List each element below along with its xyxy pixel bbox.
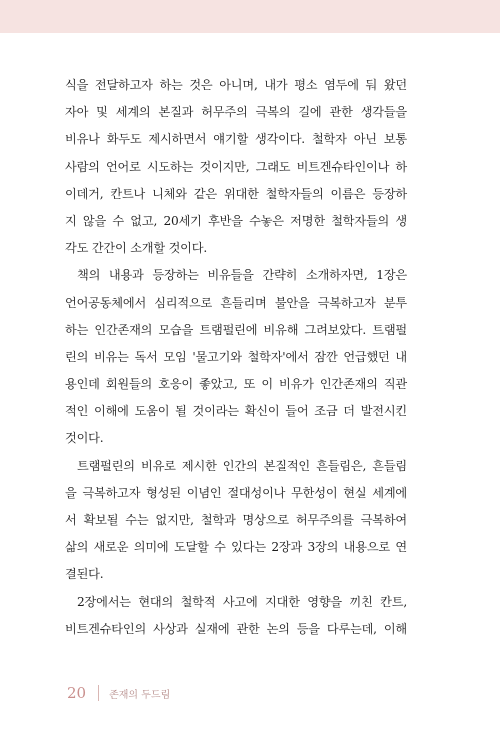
text-line: 비트겐슈타인의 사상과 실재에 관한 논의 등을 다루는데, 이해 <box>65 621 407 636</box>
text-line: 이데거, 칸트나 니체와 같은 위대한 철학자들의 이름은 등장하 <box>65 186 407 201</box>
text-line: 비유나 화두도 제시하면서 얘기할 생각이다. 철학자 아닌 보통 <box>65 132 407 147</box>
page-number: 20 <box>67 684 87 702</box>
text-line: 린의 비유는 독서 모임 '물고기와 철학자'에서 잠깐 언급했던 내 <box>65 349 407 364</box>
top-header-band <box>0 0 500 33</box>
text-line: 자아 및 세계의 본질과 허무주의 극복의 길에 관한 생각들을 <box>65 105 407 120</box>
text-line: 2장에서는 현대의 철학적 사고에 지대한 영향을 끼친 칸트, <box>77 594 407 609</box>
text-line: 식을 전달하고자 하는 것은 아니며, 내가 평소 염두에 둬 왔던 <box>65 78 407 92</box>
book-title: 존재의 두드림 <box>109 689 171 701</box>
text-line: 결된다. <box>65 567 104 582</box>
text-line: 용인데 회원들의 호응이 좋았고, 또 이 비유가 인간존재의 직관 <box>65 377 407 392</box>
text-line: 적인 이해에 도움이 될 것이라는 확신이 들어 조금 더 발전시킨 <box>65 404 407 419</box>
text-line: 지 않을 수 없고, 20세기 후반을 수놓은 저명한 철학자들의 생 <box>65 213 407 228</box>
text-line: 것이다. <box>65 431 104 446</box>
footer-divider <box>98 685 99 701</box>
text-line: 각도 간간이 소개할 것이다. <box>65 241 208 256</box>
page-footer <box>67 683 170 703</box>
text-line: 을 극복하고자 형성된 이념인 절대성이나 무한성이 현실 세계에 <box>65 485 407 500</box>
text-line: 서 확보될 수는 없지만, 철학과 명상으로 허무주의를 극복하여 <box>65 513 407 527</box>
text-line: 하는 인간존재의 모습을 트램펄린에 비유해 그려보았다. 트램펄 <box>65 322 407 337</box>
text-line: 삶의 새로운 의미에 도달할 수 있다는 2장과 3장의 내용으로 연 <box>65 540 407 555</box>
body-text <box>65 72 407 643</box>
text-line: 트램펄린의 비유로 제시한 인간의 본질적인 흔들림은, 흔들림 <box>77 458 407 473</box>
text-line: 사람의 언어로 시도하는 것이지만, 그래도 비트겐슈타인이나 하 <box>65 159 407 174</box>
text-line: 언어공동체에서 심리적으로 흔들리며 불안을 극복하고자 분투 <box>65 295 407 310</box>
text-line: 책의 내용과 등장하는 비유들을 간략히 소개하자면, 1장은 <box>77 268 407 283</box>
